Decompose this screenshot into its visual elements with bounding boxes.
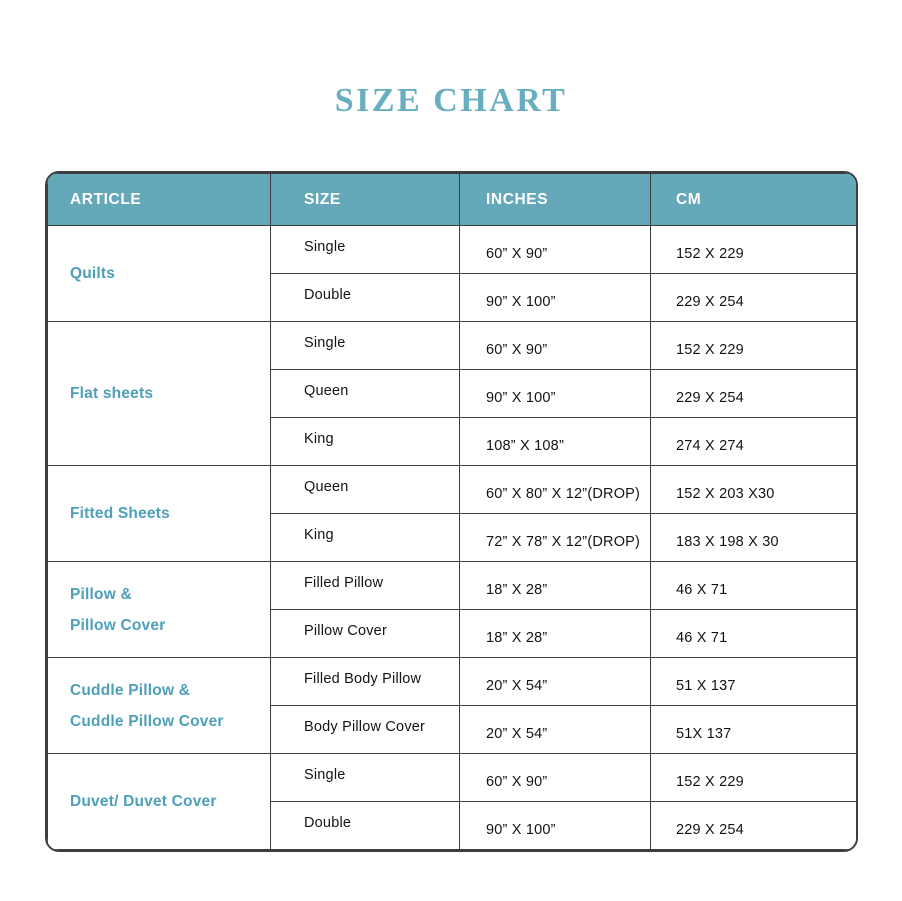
inches-cell: 20” X 54” bbox=[460, 706, 651, 754]
table-row bbox=[48, 466, 857, 514]
cm-cell: 46 X 71 bbox=[651, 562, 857, 610]
header-size: SIZE bbox=[271, 174, 460, 226]
header-inches: INCHES bbox=[460, 174, 651, 226]
inches-cell: 18” X 28” bbox=[460, 610, 651, 658]
size-chart-table bbox=[47, 173, 857, 850]
article-cell-flat-sheets bbox=[48, 322, 271, 466]
inches-cell: 108” X 108” bbox=[460, 418, 651, 466]
article-label: Quilts bbox=[70, 265, 116, 282]
cm-cell: 229 X 254 bbox=[651, 274, 857, 322]
size-cell: King bbox=[271, 514, 460, 562]
size-cell: Queen bbox=[271, 370, 460, 418]
cm-cell: 152 X 203 X30 bbox=[651, 466, 857, 514]
table-row bbox=[48, 658, 857, 706]
page-title: SIZE CHART bbox=[334, 82, 568, 119]
table-row bbox=[48, 226, 857, 274]
article-label: Pillow & bbox=[70, 585, 132, 603]
article-cell-pillow bbox=[48, 562, 271, 658]
article-cell-fitted-sheets bbox=[48, 466, 271, 562]
article-label: Fitted Sheets bbox=[70, 505, 170, 522]
size-cell: Single bbox=[271, 226, 460, 274]
cm-cell: 152 X 229 bbox=[651, 226, 857, 274]
inches-cell: 60” X 90” bbox=[460, 322, 651, 370]
inches-cell: 60” X 90” bbox=[460, 754, 651, 802]
size-cell: Double bbox=[271, 274, 460, 322]
cm-cell: 152 X 229 bbox=[651, 322, 857, 370]
cm-cell: 51X 137 bbox=[651, 706, 857, 754]
size-cell: Single bbox=[271, 754, 460, 802]
inches-cell: 60” X 80” X 12”(DROP) bbox=[460, 466, 651, 514]
cm-cell: 152 X 229 bbox=[651, 754, 857, 802]
cm-cell: 46 X 71 bbox=[651, 610, 857, 658]
article-cell-cuddle-pillow bbox=[48, 658, 271, 754]
inches-cell: 90” X 100” bbox=[460, 274, 651, 322]
header-article: ARTICLE bbox=[48, 174, 271, 226]
inches-cell: 90” X 100” bbox=[460, 802, 651, 850]
size-cell: Pillow Cover bbox=[271, 610, 460, 658]
article-label: Pillow Cover bbox=[70, 616, 166, 634]
size-cell: Filled Pillow bbox=[271, 562, 460, 610]
size-chart-table-container bbox=[45, 171, 858, 852]
table-row bbox=[48, 754, 857, 802]
article-label: Cuddle Pillow Cover bbox=[70, 712, 224, 730]
table-row bbox=[48, 562, 857, 610]
inches-cell: 90” X 100” bbox=[460, 370, 651, 418]
size-cell: Double bbox=[271, 802, 460, 850]
cm-cell: 229 X 254 bbox=[651, 802, 857, 850]
table-body bbox=[48, 226, 857, 850]
size-cell: Queen bbox=[271, 466, 460, 514]
table-row bbox=[48, 322, 857, 370]
size-cell: Single bbox=[271, 322, 460, 370]
inches-cell: 20” X 54” bbox=[460, 658, 651, 706]
article-label: Flat sheets bbox=[70, 385, 154, 402]
article-label: Duvet/ Duvet Cover bbox=[70, 793, 217, 810]
article-cell-duvet bbox=[48, 754, 271, 850]
article-label: Cuddle Pillow & bbox=[70, 681, 191, 699]
inches-cell: 72” X 78” X 12”(DROP) bbox=[460, 514, 651, 562]
size-cell: Filled Body Pillow bbox=[271, 658, 460, 706]
size-cell: Body Pillow Cover bbox=[271, 706, 460, 754]
inches-cell: 18” X 28” bbox=[460, 562, 651, 610]
cm-cell: 51 X 137 bbox=[651, 658, 857, 706]
header-row bbox=[48, 174, 857, 226]
inches-cell: 60” X 90” bbox=[460, 226, 651, 274]
cm-cell: 274 X 274 bbox=[651, 418, 857, 466]
size-cell: King bbox=[271, 418, 460, 466]
table-header bbox=[48, 174, 857, 226]
cm-cell: 229 X 254 bbox=[651, 370, 857, 418]
article-cell-quilts bbox=[48, 226, 271, 322]
header-cm: CM bbox=[651, 174, 857, 226]
cm-cell: 183 X 198 X 30 bbox=[651, 514, 857, 562]
